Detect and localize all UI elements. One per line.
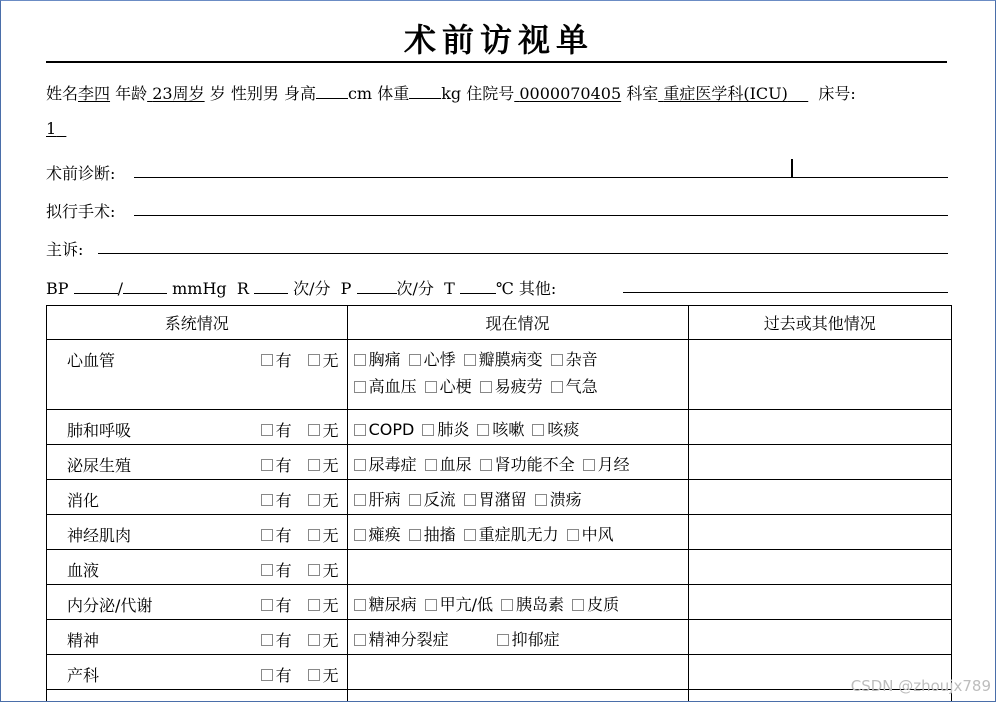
condition-checkbox[interactable]: 月经 xyxy=(583,451,630,478)
condition-checkbox[interactable]: 糖尿病 xyxy=(354,591,417,618)
r-field[interactable] xyxy=(254,280,288,294)
bp-label: BP xyxy=(46,279,69,298)
table-row xyxy=(47,340,952,410)
system-name: 产科 xyxy=(67,666,100,685)
condition-checkbox[interactable]: 抑郁症 xyxy=(497,626,560,653)
checkbox-icon xyxy=(409,494,421,506)
checkbox-icon xyxy=(497,634,509,646)
header-current: 现在情况 xyxy=(347,306,688,340)
checkbox-icon xyxy=(480,381,492,393)
systems-table-body xyxy=(47,340,952,702)
checkbox-icon xyxy=(261,424,273,436)
checkbox-icon xyxy=(308,494,320,506)
name-label: 姓名 xyxy=(46,84,79,103)
checkbox-icon xyxy=(308,354,320,366)
system-name: 神经肌肉 xyxy=(67,526,132,545)
table-row xyxy=(47,655,952,690)
system-name: 消化 xyxy=(67,491,100,510)
condition-checkbox[interactable]: 精神分裂症 xyxy=(354,626,449,653)
current-condition-cell xyxy=(347,480,688,515)
condition-checkbox[interactable]: 肺炎 xyxy=(422,416,469,443)
checkbox-icon xyxy=(354,459,366,471)
current-condition-cell xyxy=(347,445,688,480)
checkbox-icon xyxy=(477,424,489,436)
checkbox-icon xyxy=(308,599,320,611)
p-unit: 次/分 xyxy=(396,279,434,298)
condition-checkbox[interactable]: 胰岛素 xyxy=(501,591,564,618)
checkbox-icon xyxy=(532,424,544,436)
checkbox-icon xyxy=(308,669,320,681)
checkbox-icon xyxy=(409,529,421,541)
checkbox-icon xyxy=(354,424,366,436)
condition-checkbox[interactable]: 咳痰 xyxy=(532,416,579,443)
condition-checkbox[interactable]: 反流 xyxy=(409,486,456,513)
system-cell xyxy=(47,445,348,480)
condition-checkbox[interactable]: 溃疡 xyxy=(535,486,582,513)
condition-checkbox[interactable]: 甲亢/低 xyxy=(425,591,493,618)
weight-field[interactable] xyxy=(409,85,441,99)
system-cell xyxy=(47,550,348,585)
r-unit: 次/分 xyxy=(293,279,331,298)
patient-info-line xyxy=(46,81,856,104)
checkbox-icon xyxy=(354,381,366,393)
header-system: 系统情况 xyxy=(47,306,348,340)
system-name: 心血管 xyxy=(67,351,116,370)
table-row xyxy=(47,480,952,515)
condition-checkbox[interactable]: 瘫痪 xyxy=(354,521,401,548)
header-past: 过去或其他情况 xyxy=(688,306,952,340)
complaint-label: 主诉: xyxy=(46,240,84,259)
system-cell xyxy=(47,655,348,690)
system-cell xyxy=(47,515,348,550)
past-condition-cell[interactable] xyxy=(688,445,952,480)
age-unit: 岁 xyxy=(209,84,226,103)
no-checkbox[interactable]: 无 xyxy=(308,523,339,546)
yes-checkbox[interactable]: 有 xyxy=(261,453,292,476)
complaint-field[interactable] xyxy=(98,253,948,254)
yes-checkbox[interactable]: 有 xyxy=(261,663,292,686)
system-cell xyxy=(47,585,348,620)
checkbox-icon xyxy=(261,564,273,576)
past-condition-cell[interactable] xyxy=(688,515,952,550)
checkbox-icon xyxy=(583,459,595,471)
bed-label: 床号: xyxy=(818,84,856,103)
condition-checkbox[interactable]: 皮质 xyxy=(572,591,619,618)
no-checkbox[interactable]: 无 xyxy=(308,558,339,581)
checkbox-icon xyxy=(425,381,437,393)
yes-checkbox[interactable]: 有 xyxy=(261,523,292,546)
checkbox-icon xyxy=(535,494,547,506)
table-row xyxy=(47,690,952,702)
past-condition-cell[interactable] xyxy=(688,585,952,620)
surgery-field[interactable] xyxy=(134,215,948,216)
diagnosis-label: 术前诊断: xyxy=(46,164,116,183)
checkbox-icon xyxy=(261,529,273,541)
system-name: 血液 xyxy=(67,561,100,580)
t-label: T xyxy=(444,279,455,298)
condition-checkbox[interactable]: 心悸 xyxy=(409,346,456,373)
bed-line xyxy=(46,119,66,138)
current-condition-cell xyxy=(347,620,688,655)
condition-checkbox[interactable]: 瓣膜病变 xyxy=(464,346,543,373)
condition-checkbox[interactable]: 胸痛 xyxy=(354,346,401,373)
checkbox-icon xyxy=(480,459,492,471)
checkbox-icon xyxy=(354,494,366,506)
yes-checkbox[interactable]: 有 xyxy=(261,488,292,511)
sex-label: 性别 xyxy=(230,84,263,103)
dept-label: 科室 xyxy=(626,84,659,103)
system-name: 泌尿生殖 xyxy=(67,456,132,475)
checkbox-icon xyxy=(464,529,476,541)
checkbox-icon xyxy=(409,354,421,366)
t-field[interactable] xyxy=(460,280,496,294)
weight-label: 体重 xyxy=(377,84,410,103)
table-row xyxy=(47,410,952,445)
system-name: 精神 xyxy=(67,631,100,650)
yes-checkbox[interactable]: 有 xyxy=(261,558,292,581)
past-condition-cell[interactable] xyxy=(688,480,952,515)
condition-checkbox[interactable]: 胃潴留 xyxy=(464,486,527,513)
yes-checkbox[interactable]: 有 xyxy=(261,418,292,441)
no-checkbox[interactable]: 无 xyxy=(308,453,339,476)
table-row xyxy=(47,620,952,655)
checkbox-icon xyxy=(572,599,584,611)
condition-checkbox[interactable]: 肝病 xyxy=(354,486,401,513)
dept-value[interactable]: 重症医学科(ICU) xyxy=(663,84,788,103)
current-condition-cell xyxy=(347,515,688,550)
condition-checkbox[interactable]: 中风 xyxy=(567,521,614,548)
checkbox-icon xyxy=(308,634,320,646)
table-row xyxy=(47,515,952,550)
checkbox-icon xyxy=(425,599,437,611)
surgery-label: 拟行手术: xyxy=(46,202,116,221)
weight-unit: kg xyxy=(441,84,462,103)
checkbox-icon xyxy=(354,599,366,611)
past-condition-cell[interactable] xyxy=(688,340,952,410)
condition-checkbox[interactable]: 气急 xyxy=(551,373,598,400)
checkbox-icon xyxy=(354,634,366,646)
system-cell xyxy=(47,410,348,445)
sex-value[interactable]: 男 xyxy=(262,84,279,103)
checkbox-icon xyxy=(551,381,563,393)
checkbox-icon xyxy=(422,424,434,436)
height-field[interactable] xyxy=(316,85,348,99)
condition-checkbox[interactable]: 血尿 xyxy=(425,451,472,478)
past-condition-cell[interactable] xyxy=(688,550,952,585)
current-condition-cell xyxy=(347,340,688,410)
condition-checkbox[interactable]: 心梗 xyxy=(425,373,472,400)
no-checkbox[interactable]: 无 xyxy=(308,348,339,371)
checkbox-icon xyxy=(308,424,320,436)
system-cell xyxy=(47,620,348,655)
checkbox-icon xyxy=(308,459,320,471)
bp-diastolic-field[interactable] xyxy=(123,280,167,294)
condition-checkbox[interactable]: 咳嗽 xyxy=(477,416,524,443)
height-label: 身高 xyxy=(283,84,316,103)
checkbox-icon xyxy=(567,529,579,541)
no-checkbox[interactable]: 无 xyxy=(308,418,339,441)
checkbox-icon xyxy=(308,529,320,541)
checkbox-icon xyxy=(425,459,437,471)
checkbox-icon xyxy=(501,599,513,611)
diagnosis-field[interactable] xyxy=(134,177,948,178)
checkbox-icon xyxy=(261,634,273,646)
no-checkbox[interactable]: 无 xyxy=(308,488,339,511)
bp-unit: mmHg xyxy=(172,279,227,298)
bp-systolic-field[interactable] xyxy=(74,280,118,294)
admission-value[interactable]: 0000070405 xyxy=(519,84,622,103)
checkbox-icon xyxy=(464,494,476,506)
system-cell xyxy=(47,340,348,410)
condition-checkbox[interactable]: 抽搐 xyxy=(409,521,456,548)
t-unit: ℃ xyxy=(495,279,514,298)
name-value[interactable]: 李四 xyxy=(78,84,111,103)
current-condition-cell xyxy=(347,410,688,445)
table-row xyxy=(47,550,952,585)
bed-value[interactable]: 1 xyxy=(46,119,57,138)
current-condition-cell xyxy=(347,655,688,690)
p-field[interactable] xyxy=(357,280,397,294)
other-label: 其他: xyxy=(518,279,557,298)
yes-checkbox[interactable]: 有 xyxy=(261,593,292,616)
checkbox-icon xyxy=(261,459,273,471)
checkbox-icon xyxy=(261,354,273,366)
no-checkbox[interactable]: 无 xyxy=(308,663,339,686)
checkbox-icon xyxy=(464,354,476,366)
condition-checkbox[interactable]: 重症肌无力 xyxy=(464,521,559,548)
title-divider xyxy=(46,61,947,63)
checkbox-icon xyxy=(354,529,366,541)
current-condition-cell xyxy=(347,585,688,620)
system-name: 内分泌/代谢 xyxy=(67,596,153,615)
checkbox-icon xyxy=(261,494,273,506)
no-checkbox[interactable]: 无 xyxy=(308,593,339,616)
condition-checkbox[interactable]: 高血压 xyxy=(354,373,417,400)
checkbox-icon xyxy=(261,669,273,681)
empty-cell xyxy=(347,690,688,702)
condition-checkbox[interactable]: 杂音 xyxy=(551,346,598,373)
past-condition-cell[interactable] xyxy=(688,620,952,655)
system-name: 肺和呼吸 xyxy=(67,421,132,440)
text-cursor xyxy=(791,159,793,177)
age-label: 年龄 xyxy=(115,84,148,103)
current-condition-cell xyxy=(347,550,688,585)
table-row xyxy=(47,585,952,620)
systems-table xyxy=(46,305,952,702)
checkbox-icon xyxy=(308,564,320,576)
no-checkbox[interactable]: 无 xyxy=(308,628,339,651)
table-row xyxy=(47,445,952,480)
past-condition-cell[interactable] xyxy=(688,410,952,445)
height-unit: cm xyxy=(347,84,373,103)
condition-checkbox[interactable]: 易疲劳 xyxy=(480,373,543,400)
p-label: P xyxy=(340,279,352,298)
condition-checkbox[interactable]: 肾功能不全 xyxy=(480,451,575,478)
checkbox-icon xyxy=(261,599,273,611)
yes-checkbox[interactable]: 有 xyxy=(261,628,292,651)
system-cell xyxy=(47,480,348,515)
empty-cell xyxy=(47,690,348,702)
bp-separator: / xyxy=(117,279,124,298)
condition-checkbox[interactable]: 尿毒症 xyxy=(354,451,417,478)
condition-checkbox[interactable]: COPD xyxy=(354,416,415,443)
checkbox-icon xyxy=(551,354,563,366)
other-field[interactable] xyxy=(623,292,948,293)
yes-checkbox[interactable]: 有 xyxy=(261,348,292,371)
age-value[interactable]: 23周岁 xyxy=(152,84,205,103)
page-title: 术前访视单 xyxy=(403,21,594,59)
vitals-line xyxy=(46,276,556,299)
watermark: CSDN @zhoujx789 xyxy=(850,677,991,695)
checkbox-icon xyxy=(354,354,366,366)
r-label: R xyxy=(236,279,249,298)
admission-label: 住院号 xyxy=(466,84,515,103)
